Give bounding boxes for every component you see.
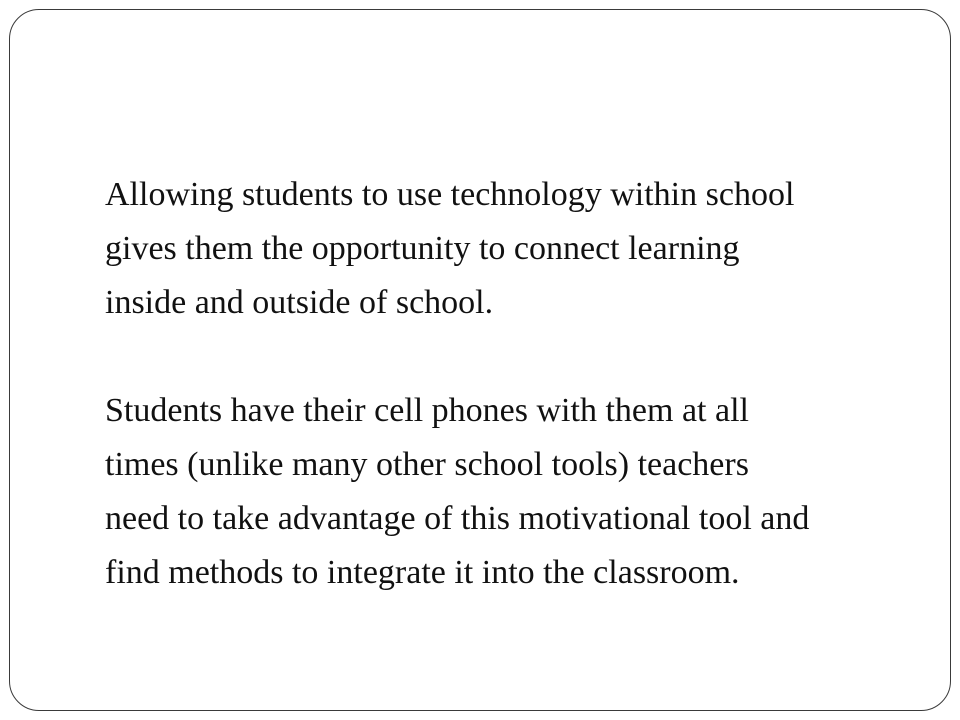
paragraph-line: Students have their cell phones with them at all	[105, 392, 749, 429]
paragraph-line: times (unlike many other school tools) teachers	[105, 446, 749, 483]
paragraph-line: need to take advantage of this motivational tool and	[105, 500, 810, 537]
paragraph-line: gives them the opportunity to connect learning	[105, 230, 740, 267]
paragraph-line: Allowing students to use technology within school	[105, 176, 795, 213]
slide-body	[105, 168, 925, 600]
paragraph-line: find methods to integrate it into the classroom.	[105, 554, 740, 591]
paragraph-line: inside and outside of school.	[105, 284, 494, 321]
paragraph-cell-phones	[105, 384, 925, 600]
slide-frame	[9, 9, 951, 711]
paragraph-technology-connection	[105, 168, 925, 330]
